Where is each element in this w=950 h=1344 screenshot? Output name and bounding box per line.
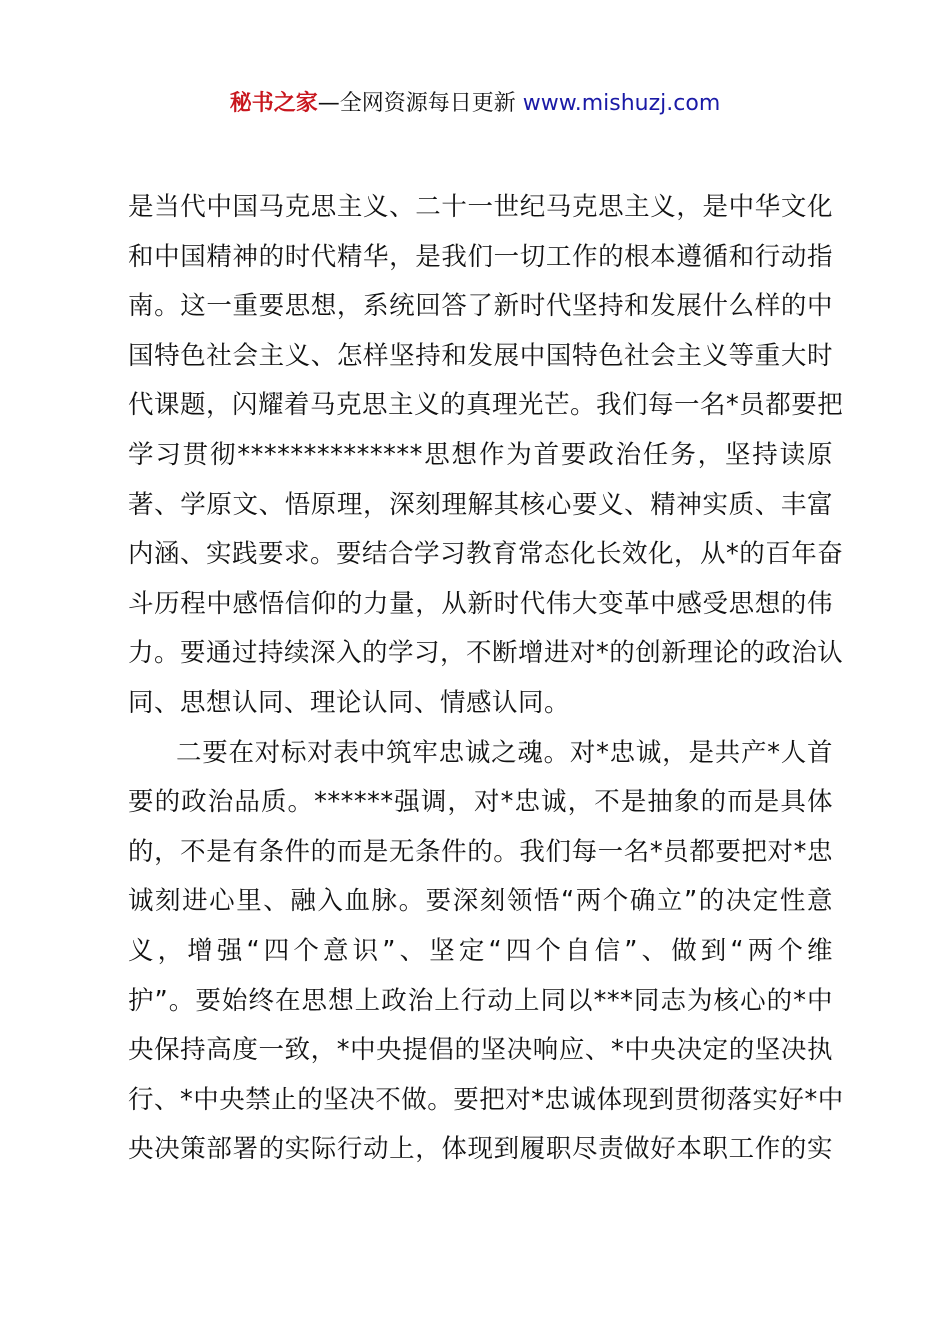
paragraph bbox=[128, 729, 844, 1175]
text-line: 是当代中国马克思主义、二十一世纪马克思主义，是中华文化 bbox=[128, 192, 833, 222]
document-body bbox=[128, 183, 844, 1175]
text-line: 央决策部署的实际行动上，体现到履职尽责做好本职工作的实 bbox=[128, 1134, 833, 1165]
text-line: 要的政治品质。******强调，对*忠诚，不是抽象的而是具体 bbox=[128, 787, 833, 818]
text-line: 著、学原文、悟原理，深刻理解其核心要义、精神实质、丰富 bbox=[128, 489, 833, 520]
text-line: 斗历程中感悟信仰的力量，从新时代伟大变革中感受思想的伟 bbox=[128, 588, 833, 619]
brand-name: 秘书之家 bbox=[229, 91, 318, 116]
text-line: 的，不是有条件的而是无条件的。我们每一名*员都要把对*忠 bbox=[128, 836, 833, 867]
text-line: 二要在对标对表中筑牢忠诚之魂。对*忠诚，是共产*人首 bbox=[176, 737, 833, 768]
page-header bbox=[0, 86, 950, 122]
header-tagline: —全网资源每日更新 bbox=[317, 91, 523, 116]
text-line: 内涵、实践要求。要结合学习教育常态化长效化，从*的百年奋 bbox=[128, 539, 844, 570]
paragraph bbox=[128, 183, 844, 729]
text-line: 义，增强“四个意识”、坚定“四个自信”、做到“两个维 bbox=[128, 935, 833, 966]
text-line: 代课题，闪耀着马克思主义的真理光芒。我们每一名*员都要把 bbox=[128, 390, 844, 421]
site-url: www.mishuzj.com bbox=[522, 91, 721, 116]
text-line: 行、*中央禁止的坚决不做。要把对*忠诚体现到贯彻落实好*中 bbox=[128, 1084, 844, 1115]
text-line: 诚刻进心里、融入血脉。要深刻领悟“两个确立”的决定性意 bbox=[128, 886, 833, 917]
text-line: 南。这一重要思想，系统回答了新时代坚持和发展什么样的中 bbox=[128, 291, 833, 322]
text-line: 和中国精神的时代精华，是我们一切工作的根本遵循和行动指 bbox=[128, 241, 833, 272]
text-line: 国特色社会主义、怎样坚持和发展中国特色社会主义等重大时 bbox=[128, 340, 833, 371]
text-line: 力。要通过持续深入的学习，不断增进对*的创新理论的政治认 bbox=[128, 638, 844, 669]
text-line: 护”。要始终在思想上政治上行动上同以***同志为核心的*中 bbox=[128, 985, 833, 1016]
text-line: 同、思想认同、理论认同、情感认同。 bbox=[128, 687, 571, 718]
text-line: 学习贯彻**************思想作为首要政治任务，坚持读原 bbox=[128, 439, 833, 470]
text-line: 央保持高度一致，*中央提倡的坚决响应、*中央决定的坚决执 bbox=[128, 1035, 833, 1066]
